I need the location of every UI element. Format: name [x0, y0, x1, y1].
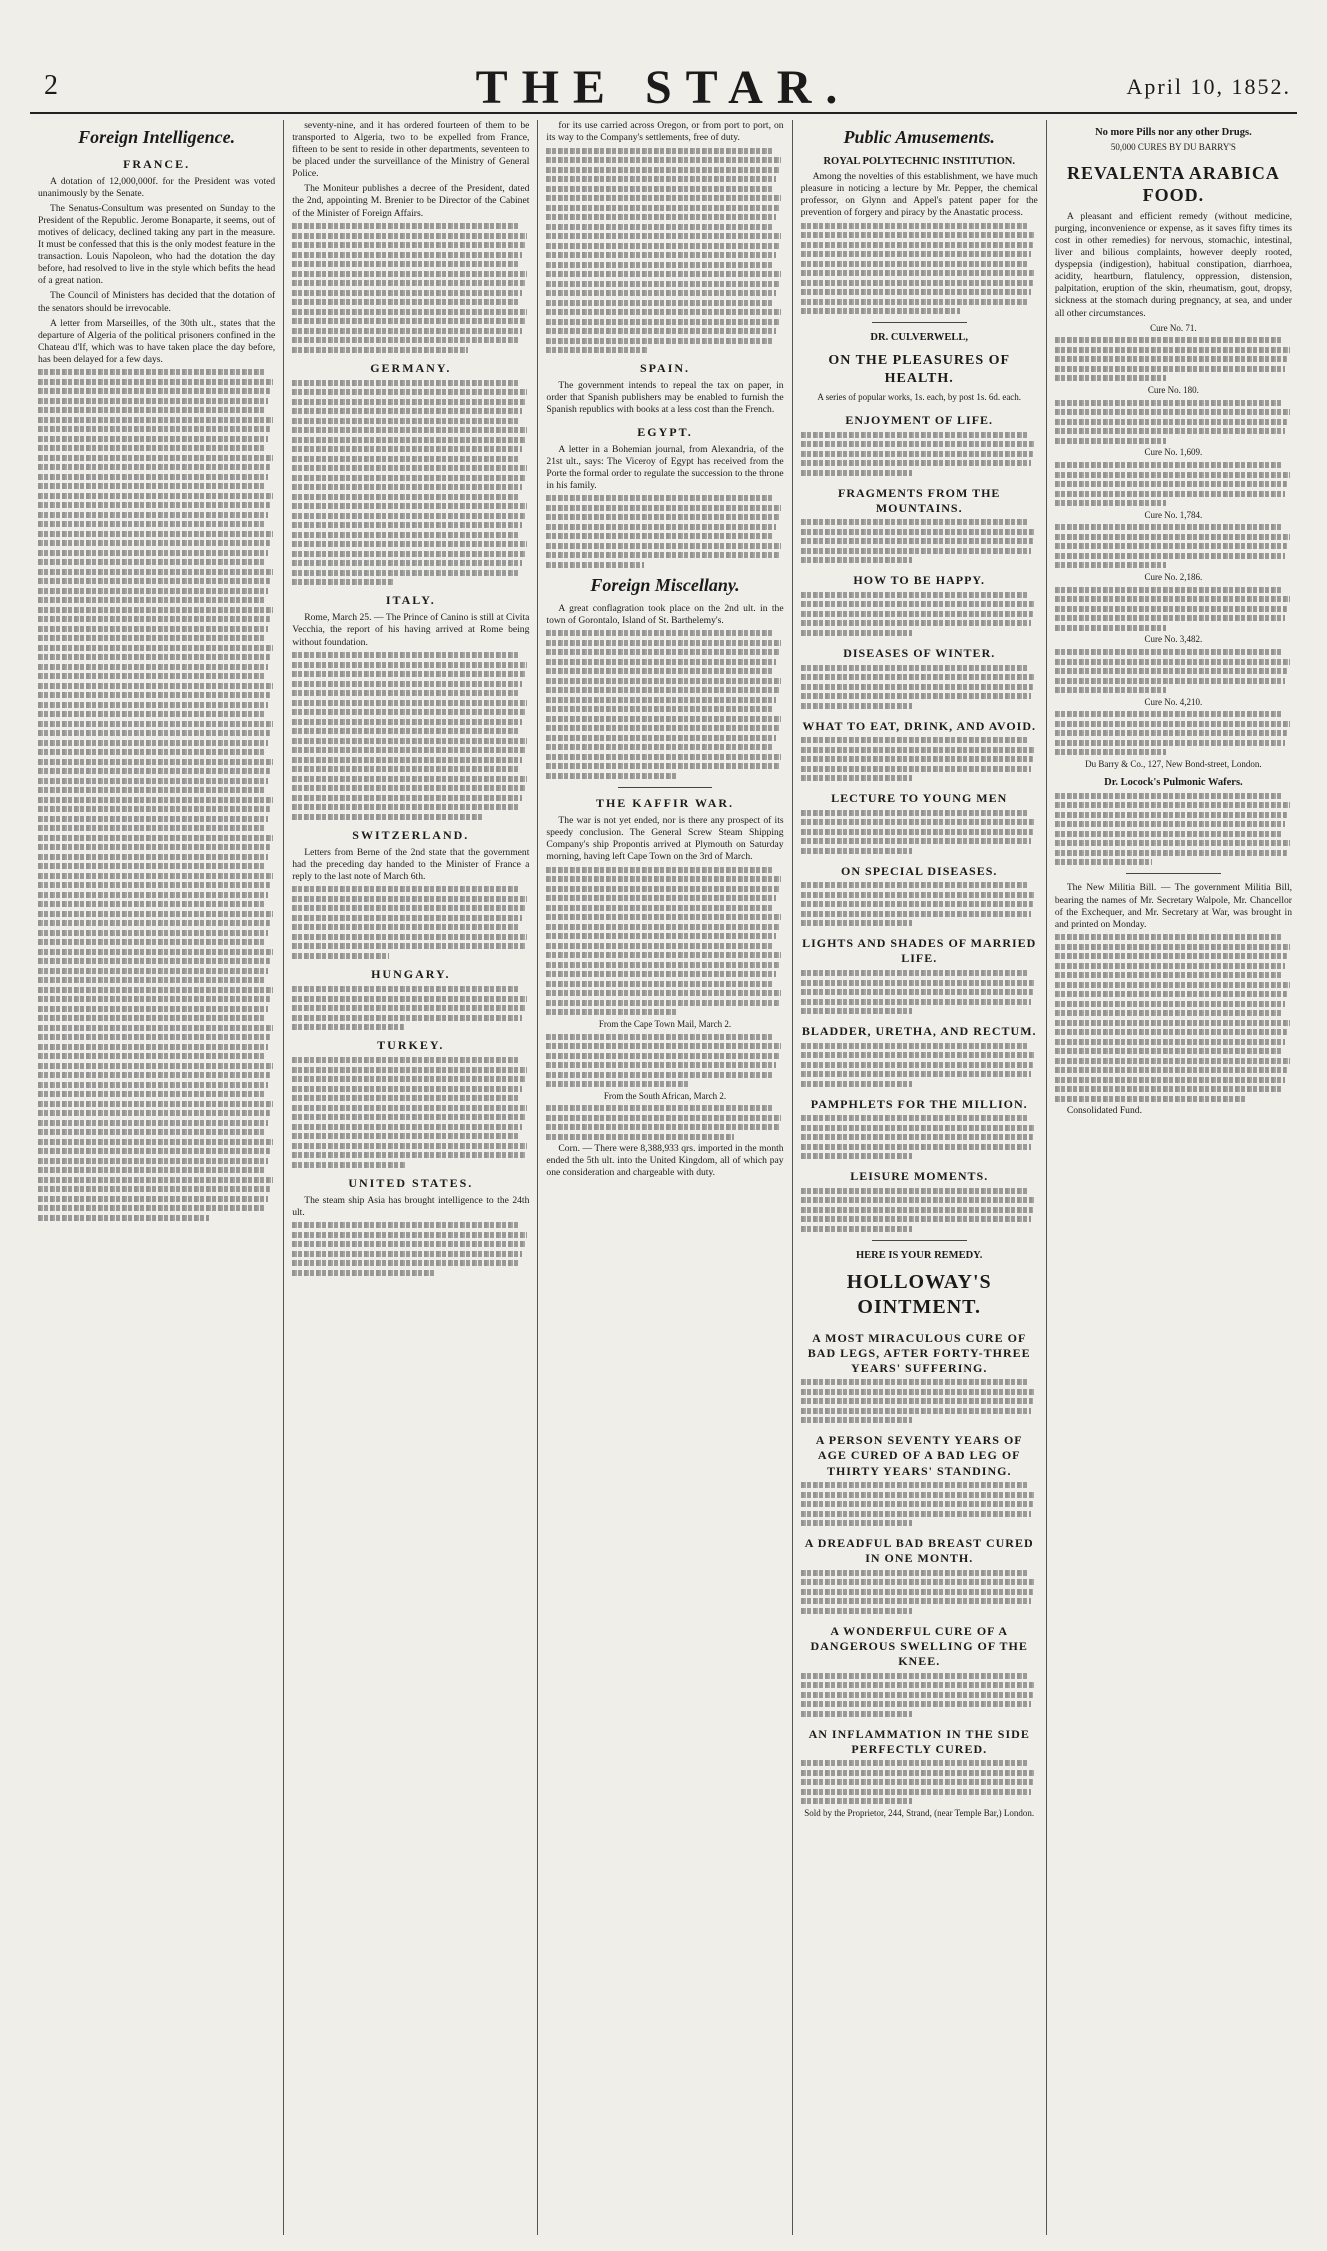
list-item: ENJOYMENT OF LIFE. — [845, 413, 994, 427]
article-paragraph: Rome, March 25. — The Prince of Canino is still at Civita Vecchia, the report of his having arrived at Rome being without foundation. — [292, 612, 530, 648]
article-body-text — [38, 369, 275, 1221]
list-item: PAMPHLETS FOR THE MILLION. — [810, 1096, 1028, 1111]
list-item: Cure No. 2,186. — [1144, 571, 1203, 582]
article-paragraph: The Moniteur publishes a decree of the President, dated the 2nd, appointing M. Brenier to be Director of the Cabinet of the Minister of Foreign Affairs. — [292, 183, 530, 219]
article-body-text — [546, 148, 783, 354]
article-paragraph: The New Militia Bill. — The government Militia Bill, bearing the names of Mr. Secretary Walpole, Mr. Chancellor of the Exchequer, and Mr. Secretary at War, was brought in and printed on Monday. — [1054, 882, 1293, 930]
list-item: AN INFLAMMATION IN THE SIDE PERFECTLY CURED. — [808, 1726, 1030, 1756]
heading-spain: SPAIN. — [639, 361, 691, 376]
heading-switzerland: SWITZERLAND. — [352, 827, 470, 842]
divider — [1126, 873, 1221, 874]
ad-head: No more Pills nor any other Drugs. — [1095, 127, 1252, 138]
list-item: Cure No. 180. — [1147, 384, 1199, 395]
article-body-text — [292, 652, 529, 820]
article-paragraph: The Council of Ministers has decided that the dotation of the senators should be irrevocable. — [38, 290, 276, 314]
section-title-foreign-intelligence: Foreign Intelligence. — [78, 127, 236, 147]
section-title-public-amusements: Public Amusements. — [843, 127, 995, 147]
list-item: LECTURE TO YOUNG MEN — [831, 791, 1008, 806]
article-body-text — [801, 1043, 1038, 1087]
divider — [872, 1240, 967, 1241]
ad-subhead: 50,000 CURES BY DU BARRY'S — [1110, 142, 1236, 153]
article-body-text — [801, 1570, 1038, 1614]
article-paragraph: The Senatus-Consultum was presented on Sunday to the President of the Republic. Jerome Bonaparte, it seems, out of motives of delicacy, declined taking any part in the measure. It must be confessed that this is the only modest feature in the transaction. Louis Napoleon, who had the dotation the day before, had resolved to live in the style which befits the head of a great nation. — [38, 202, 276, 287]
article-paragraph: The war is not yet ended, nor is there any prospect of its speedy conclusion. The General Screw Steam Shipping Company's ship Propontis arrived at Plymouth on Saturday morning, having left Cape Town on the 3rd of March. — [546, 814, 784, 863]
page-number: 2 — [44, 70, 58, 101]
heading-germany: GERMANY. — [370, 360, 452, 375]
article-paragraph: Consolidated Fund. — [1066, 1105, 1142, 1117]
article-body-text — [292, 986, 529, 1030]
list-item: A DREADFUL BAD BREAST CURED IN ONE MONTH. — [804, 1536, 1034, 1566]
list-item: WHAT TO EAT, DRINK, AND AVOID. — [802, 718, 1036, 733]
list-item: DISEASES OF WINTER. — [843, 645, 996, 660]
article-body-text — [801, 810, 1038, 854]
ad-address: Du Barry & Co., 127, New Bond-street, London. — [1085, 758, 1262, 769]
list-item: LIGHTS AND SHADES OF MARRIED LIFE. — [802, 936, 1037, 966]
article-paragraph: The government intends to repeal the tax on paper, in order that Spanish publishers may be enabled to furnish the Spanish republics with books at a less cost than the French. — [546, 380, 784, 416]
article-body-text — [801, 882, 1038, 926]
article-body-text — [1055, 711, 1292, 755]
heading-egypt: EGYPT. — [637, 424, 693, 439]
article-body-text — [292, 380, 529, 586]
article-body-text — [801, 1115, 1038, 1159]
list-item: LEISURE MOMENTS. — [850, 1169, 989, 1184]
list-item: A WONDERFUL CURE OF A DANGEROUS SWELLING OF THE KNEE. — [810, 1623, 1028, 1669]
article-body-text — [801, 519, 1038, 563]
list-item: Cure No. 1,784. — [1144, 509, 1203, 520]
column-5 — [1047, 120, 1300, 2235]
article-body-text — [546, 495, 783, 568]
article-paragraph: A letter from Marseilles, of the 30th ult., states that the departure of Algeria of the political prisoners confined in the Chateau d'If, which was to have taken place the day before, has been delayed for a few days. — [38, 317, 276, 365]
article-body-text — [1055, 587, 1292, 631]
list-item: Cure No. 3,482. — [1144, 634, 1203, 645]
article-paragraph: A dotation of 12,000,000f. for the President was voted unanimously by the Senate. — [38, 175, 276, 199]
article-body-text — [546, 630, 783, 779]
list-item: BLADDER, URETHA, AND RECTUM. — [801, 1024, 1037, 1039]
ad-subtitle: A series of popular works, 1s. each, by post 1s. 6d. each. — [817, 391, 1022, 402]
source-line: From the Cape Town Mail, March 2. — [598, 1018, 732, 1029]
divider — [618, 787, 713, 788]
article-body-text — [801, 1760, 1038, 1804]
article-body-text — [801, 1673, 1038, 1717]
article-body-text — [292, 886, 529, 959]
article-body-text — [801, 592, 1038, 636]
article-paragraph: seventy-nine, and it has ordered fourteen of them to be transported to Algeria, two to be expelled from France, fifteen to be sent to reside in other departments, seventeen to be placed under the surveillance of the Ministry of General Police. — [292, 120, 530, 180]
article-body-text — [1055, 462, 1292, 506]
article-paragraph: Corn. — There were 8,388,933 qrs. imported in the month ended the 5th ult. into the United Kingdom, all of which pay one consideration and chargeable with duty. — [546, 1143, 784, 1179]
ad-paragraph: A pleasant and efficient remedy (without medicine, purging, inconvenience or expense, as it saves fifty times its cost in other remedies) for nervous, stomachic, intestinal, liver and bilious complaints, however deeply rooted, dyspepsia (indigestion), habitual constipation, diarrhoea, acidity, heartburn, flatulency, oppression, distension, palpitation, eruption of the skin, rheumatism, gout, dropsy, sickness at the stomach during pregnancy, at sea, and under all other circumstances. — [1054, 210, 1293, 319]
article-body-text — [1055, 934, 1292, 1102]
ad-list-health — [801, 413, 1038, 1232]
article-body-text — [546, 867, 783, 1016]
list-item: A MOST MIRACULOUS CURE OF BAD LEGS, AFTER FORTY-THREE YEARS' SUFFERING. — [807, 1330, 1031, 1375]
article-body-text — [1055, 337, 1292, 381]
divider — [872, 322, 967, 323]
heading-france: FRANCE. — [123, 156, 191, 171]
article-body-text — [292, 1222, 529, 1276]
ad-title-health: ON THE PLEASURES OF HEALTH. — [828, 353, 1011, 387]
article-body-text — [801, 1188, 1038, 1232]
heading-remedy: HERE IS YOUR REMEDY. — [856, 1249, 983, 1261]
column-4 — [793, 120, 1047, 2235]
ad-title-holloway: HOLLOWAY'S OINTMENT. — [846, 1271, 992, 1319]
article-body-text — [801, 737, 1038, 781]
article-paragraph: A letter in a Bohemian journal, from Alexandria, of the 21st ult., says: The Viceroy of Egypt has received from the Porte the formal order to regulate the succession to the throne in his family. — [546, 443, 784, 491]
heading-hungary: HUNGARY. — [371, 966, 451, 981]
article-body-text — [801, 970, 1038, 1014]
article-paragraph: for its use carried across Oregon, or from port to port, on its way to the Company's settlements, free of duty. — [546, 120, 784, 144]
heading-pulmonic: Dr. Locock's Pulmonic Wafers. — [1104, 777, 1243, 789]
article-body-text — [801, 432, 1038, 476]
source-line: From the South African, March 2. — [603, 1090, 727, 1101]
article-body-text — [1055, 400, 1292, 444]
article-body-text — [1055, 793, 1292, 866]
column-1 — [30, 120, 284, 2235]
list-item: ON SPECIAL DISEASES. — [841, 863, 998, 878]
article-body-text — [292, 1057, 529, 1168]
list-item: A PERSON SEVENTY YEARS OF AGE CURED OF A BAD LEG OF THIRTY YEARS' STANDING. — [815, 1433, 1023, 1478]
ad-cures-list — [1055, 323, 1292, 756]
article-body-text — [292, 223, 529, 353]
article-body-text — [546, 1034, 783, 1088]
masthead-title: THE STAR. — [475, 61, 852, 114]
ad-title-revalenta: REVALENTA ARABICA FOOD. — [1066, 162, 1280, 206]
heading-turkey: TURKEY. — [377, 1038, 445, 1053]
columns — [30, 120, 1300, 2235]
article-body-text — [801, 223, 1038, 315]
list-item: Cure No. 4,210. — [1144, 696, 1203, 707]
article-body-text — [801, 665, 1038, 709]
list-item: Cure No. 71. — [1150, 322, 1197, 333]
list-item: HOW TO BE HAPPY. — [853, 573, 985, 588]
article-paragraph: A great conflagration took place on the 2nd ult. in the town of Gorontalo, Island of St. Barthelemy's. — [546, 602, 784, 626]
article-body-text — [801, 1379, 1038, 1423]
section-title-foreign-miscellany: Foreign Miscellany. — [590, 574, 740, 595]
article-body-text — [1055, 524, 1292, 568]
column-2 — [284, 120, 538, 2235]
list-item: Cure No. 1,609. — [1144, 447, 1203, 458]
heading-united-states: UNITED STATES. — [348, 1175, 474, 1190]
heading-kaffir-war: THE KAFFIR WAR. — [595, 795, 735, 810]
header-rule — [30, 112, 1297, 114]
ad-footer: Sold by the Proprietor, 244, Strand, (near Temple Bar,) London. — [804, 1807, 1035, 1818]
article-body-text — [546, 1105, 783, 1140]
column-3 — [538, 120, 792, 2235]
issue-date: April 10, 1852. — [1126, 74, 1291, 99]
article-body-text — [801, 1482, 1038, 1526]
article-paragraph: Letters from Berne of the 2nd state that the government had the preceding day handed to the Minister of France a reply to the last note of March 6th. — [292, 846, 530, 882]
heading-polytechnic: ROYAL POLYTECHNIC INSTITUTION. — [823, 155, 1015, 167]
page-header — [30, 60, 1297, 114]
article-paragraph: The steam ship Asia has brought intelligence to the 24th ult. — [292, 1194, 530, 1218]
article-paragraph: Among the novelties of this establishment, we have much pleasure in noticing a lecture by Mr. Pepper, the chemical professor, on Glynn and Appel's patent paper for the prevention of forgery and piracy by the Anastatic process. — [800, 170, 1038, 219]
ad-list-holloway — [801, 1331, 1038, 1805]
article-body-text — [1055, 649, 1292, 693]
heading-italy: ITALY. — [385, 593, 436, 608]
list-item: FRAGMENTS FROM THE MOUNTAINS. — [837, 485, 1001, 515]
ad-author: DR. CULVERWELL, — [870, 332, 968, 344]
